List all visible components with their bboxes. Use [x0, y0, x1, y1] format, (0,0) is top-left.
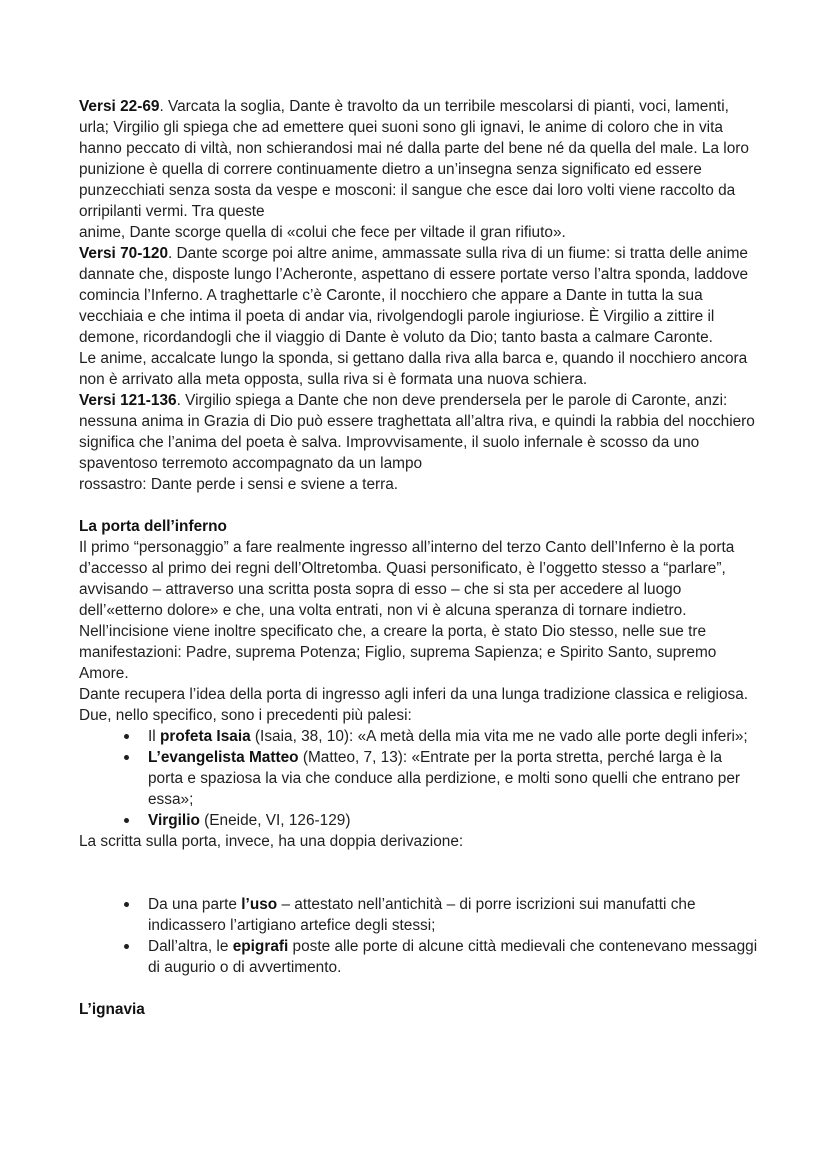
paragraph-versi-70-120: Versi 70-120. Dante scorge poi altre anime, ammassate sulla riva di un fiume: si tratta delle anime dannate che, disposte lungo l’Acheronte, aspettano di essere portate verso l’altra sponda, laddove comincia l’Inferno. A traghettarle c’è Caronte, il nocchiero che appare a Dante in tutta la sua vecchiaia e che intima il poeta di andar via, rivolgendogli parole ingiuriose. È Virgilio a zittire il demone, ricordandogli che il viaggio di Dante è voluto da Dio; tanto basta a calmare Caronte.	[79, 245, 749, 346]
paragraph-scritta-porta: La scritta sulla porta, invece, ha una doppia derivazione:	[79, 833, 464, 850]
heading-porta-inferno: La porta dell’inferno	[79, 518, 227, 535]
paragraph-porta-tradizione: Dante recupera l’idea della porta di ingresso agli inferi da una lunga tradizione classica e religiosa. Due, nello specifico, sono i precedenti più palesi:	[79, 686, 749, 724]
paragraph-porta-intro: Il primo “personaggio” a fare realmente ingresso all’interno del terzo Canto dell’Inferno è la porta d’accesso al primo dei regni dell’Oltretomba. Quasi personificato, è l’oggetto stesso a “parlare”, avvisando – attraverso una scritta posta sopra di esso – che si sta per accedere al luogo dell’«etterno dolore» e che, una volta entrati, non vi è alcuna speranza di tornare indietro. Nell’incisione viene inoltre specificato che, a creare la porta, è stato Dio stesso, nelle sue tre manifestazioni: Padre, suprema Potenza; Figlio, suprema Sapienza; e Spirito Santo, supremo Amore.	[79, 539, 735, 682]
derivazioni-list	[79, 894, 759, 978]
heading-ignavia: L’ignavia	[79, 1001, 145, 1018]
list-item: Dall’altra, le epigrafi poste alle porte di alcune città medievali che contenevano messaggi di augurio o di avvertimento.	[79, 936, 759, 978]
list-item: Da una parte l’uso – attestato nell’antichità – di porre iscrizioni sui manufatti che indicassero l’artigiano artefice degli stessi;	[79, 894, 759, 936]
list-item: Virgilio (Eneide, VI, 126-129)	[79, 810, 759, 831]
document-page	[79, 96, 759, 1020]
spacer	[79, 852, 759, 873]
list-item: L’evangelista Matteo (Matteo, 7, 13): «Entrate per la porta stretta, perché larga è la porta e spaziosa la via che conduce alla perdizione, e molti sono quelli che entrano per essa»;	[79, 747, 759, 810]
paragraph-anime-sponda: Le anime, accalcate lungo la sponda, si gettano dalla riva alla barca e, quando il nocchiero ancora non è arrivato alla meta opposta, sulla riva si è formata una nuova schiera.	[79, 350, 748, 388]
list-item: Il profeta Isaia (Isaia, 38, 10): «A metà della mia vita me ne vado alle porte degli inferi»;	[79, 726, 759, 747]
paragraph-versi-121-136: Versi 121-136. Virgilio spiega a Dante che non deve prendersela per le parole di Caronte, anzi: nessuna anima in Grazia di Dio può essere traghettata all’altra riva, e quindi la rabbia del nocchiero significa che l’anima del poeta è salva. Improvvisamente, il suolo infernale è scosso da uno spaventoso terremoto accompagnato da un lampo	[79, 392, 755, 472]
precedenti-list	[79, 726, 759, 831]
spacer	[79, 495, 759, 516]
spacer	[79, 978, 759, 999]
paragraph-versi-121-136-continued: rossastro: Dante perde i sensi e sviene a terra.	[79, 476, 399, 493]
paragraph-versi-22-69: Versi 22-69. Varcata la soglia, Dante è travolto da un terribile mescolarsi di pianti, voci, lamenti, urla; Virgilio gli spiega che ad emettere quei suoni sono gli ignavi, le anime di coloro che in vita hanno peccato di viltà, non schierandosi mai né dalla parte del bene né da quella del male. La loro punizione è quella di correre continuamente dietro a un’insegna senza significato ed essere punzecchiati senza sosta da vespe e mosconi: il sangue che esce dai loro volti viene raccolto da orripilanti vermi. Tra queste	[79, 98, 749, 220]
paragraph-versi-22-69-continued: anime, Dante scorge quella di «colui che fece per viltade il gran rifiuto».	[79, 224, 566, 241]
verse-range-label: Versi 70-120	[79, 245, 168, 262]
spacer	[79, 873, 759, 894]
verse-range-label: Versi 121-136	[79, 392, 177, 409]
verse-range-label: Versi 22-69	[79, 98, 160, 115]
